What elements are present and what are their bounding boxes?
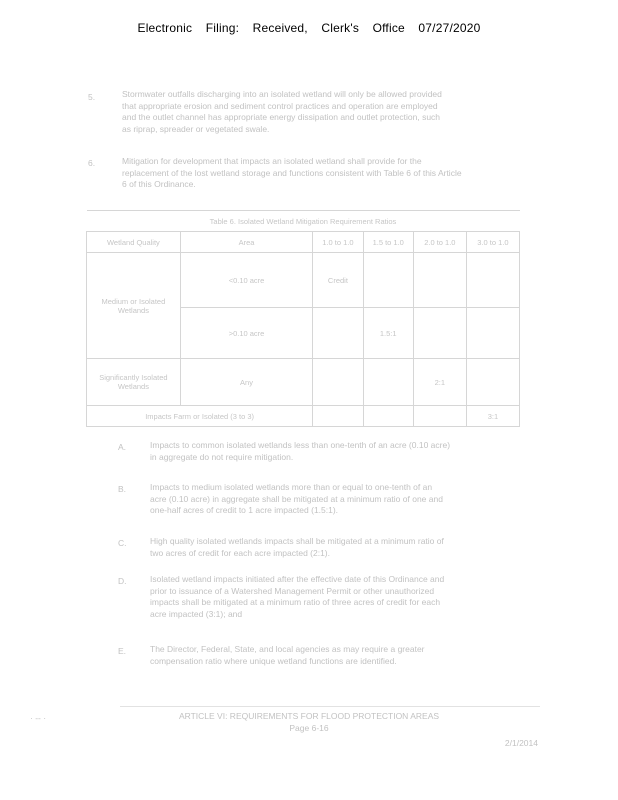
scan-mark: · -- ·	[30, 713, 47, 723]
col-header: 3.0 to 1.0	[466, 232, 519, 253]
mitigation-ratio-table	[86, 210, 520, 427]
paragraph-text: Stormwater outfalls discharging into an isolated wetland will only be allowed provided that appropriate erosion and sediment control practices and operation are employed and the outlet channel has appropriate energy dissipation and outlet protection, such as riprap, spreader or vegetated swale.	[122, 89, 442, 134]
table-cell: Impacts Farm or Isolated (3 to 3)	[87, 406, 313, 427]
table-cell: Credit	[313, 253, 363, 308]
table-title: Table 6. Isolated Wetland Mitigation Requirement Ratios	[87, 211, 520, 232]
col-header: Area	[180, 232, 312, 253]
table-cell	[313, 359, 363, 406]
table-cell	[363, 359, 413, 406]
col-header: 2.0 to 1.0	[413, 232, 466, 253]
paragraph-number: 5.	[88, 92, 96, 102]
item-text: Impacts to common isolated wetlands less than one-tenth of an acre (0.10 acre) in aggregate do not require mitigation.	[150, 440, 451, 462]
item-text: High quality isolated wetlands impacts shall be mitigated at a minimum ratio of two acres of credit for each acre impacted (2:1).	[150, 536, 444, 558]
table-row	[87, 406, 520, 427]
table-cell	[363, 406, 413, 427]
footer-page-number: Page 6-16	[289, 723, 329, 733]
paragraph-text: Mitigation for development that impacts an isolated wetland shall provide for the replacement of the lost wetland storage and functions consistent with Table 6 of this Article 6 of this Ordinance.	[122, 156, 462, 189]
col-header: Wetland Quality	[87, 232, 181, 253]
col-header: 1.0 to 1.0	[313, 232, 363, 253]
table-cell	[466, 359, 519, 406]
item-letter: A.	[118, 442, 127, 452]
table-header-row	[87, 232, 520, 253]
table-cell: Medium or Isolated Wetlands	[87, 253, 181, 359]
col-header: 1.5 to 1.0	[363, 232, 413, 253]
table-cell	[413, 406, 466, 427]
table-cell	[466, 308, 519, 359]
paragraph-number: 6.	[88, 158, 96, 168]
filing-stamp-header: Electronic Filing: Received, Clerk's Office 07/27/2020	[137, 21, 481, 35]
table-cell: >0.10 acre	[180, 308, 312, 359]
table-cell: 1.5:1	[363, 308, 413, 359]
table-cell	[413, 308, 466, 359]
item-letter: B.	[118, 484, 127, 494]
table-cell: Significantly Isolated Wetlands	[87, 359, 181, 406]
footer-date: 2/1/2014	[504, 738, 538, 748]
table-cell	[313, 406, 363, 427]
item-text: Isolated wetland impacts initiated after the effective date of this Ordinance and prior to issuance of a Watershed Management Permit or other unauthorized impacts shall be mitigated at a minimum ratio of three acres of credit for each acre impacted (3:1); and	[150, 574, 445, 619]
footer-rule	[120, 706, 540, 707]
item-letter: E.	[118, 646, 127, 656]
table-row	[87, 359, 520, 406]
table-row	[87, 253, 520, 308]
table-cell: Any	[180, 359, 312, 406]
table-cell: <0.10 acre	[180, 253, 312, 308]
table-cell	[466, 253, 519, 308]
table-cell	[413, 253, 466, 308]
table-cell: 3:1	[466, 406, 519, 427]
footer-article-title: ARTICLE VI: REQUIREMENTS FOR FLOOD PROTECTION AREAS	[178, 711, 440, 721]
table-cell	[363, 253, 413, 308]
item-text: Impacts to medium isolated wetlands more than or equal to one-tenth of an acre (0.10 acre) in aggregate shall be mitigated at a minimum ratio of one and one-half acres of credit to 1 acre impacted (1.5:1).	[150, 482, 443, 515]
item-text: The Director, Federal, State, and local agencies as may require a greater compensation ratio where unique wetland functions are identified.	[150, 644, 425, 666]
item-letter: D.	[118, 576, 127, 586]
table-cell	[313, 308, 363, 359]
table-cell: 2:1	[413, 359, 466, 406]
item-letter: C.	[118, 538, 127, 548]
